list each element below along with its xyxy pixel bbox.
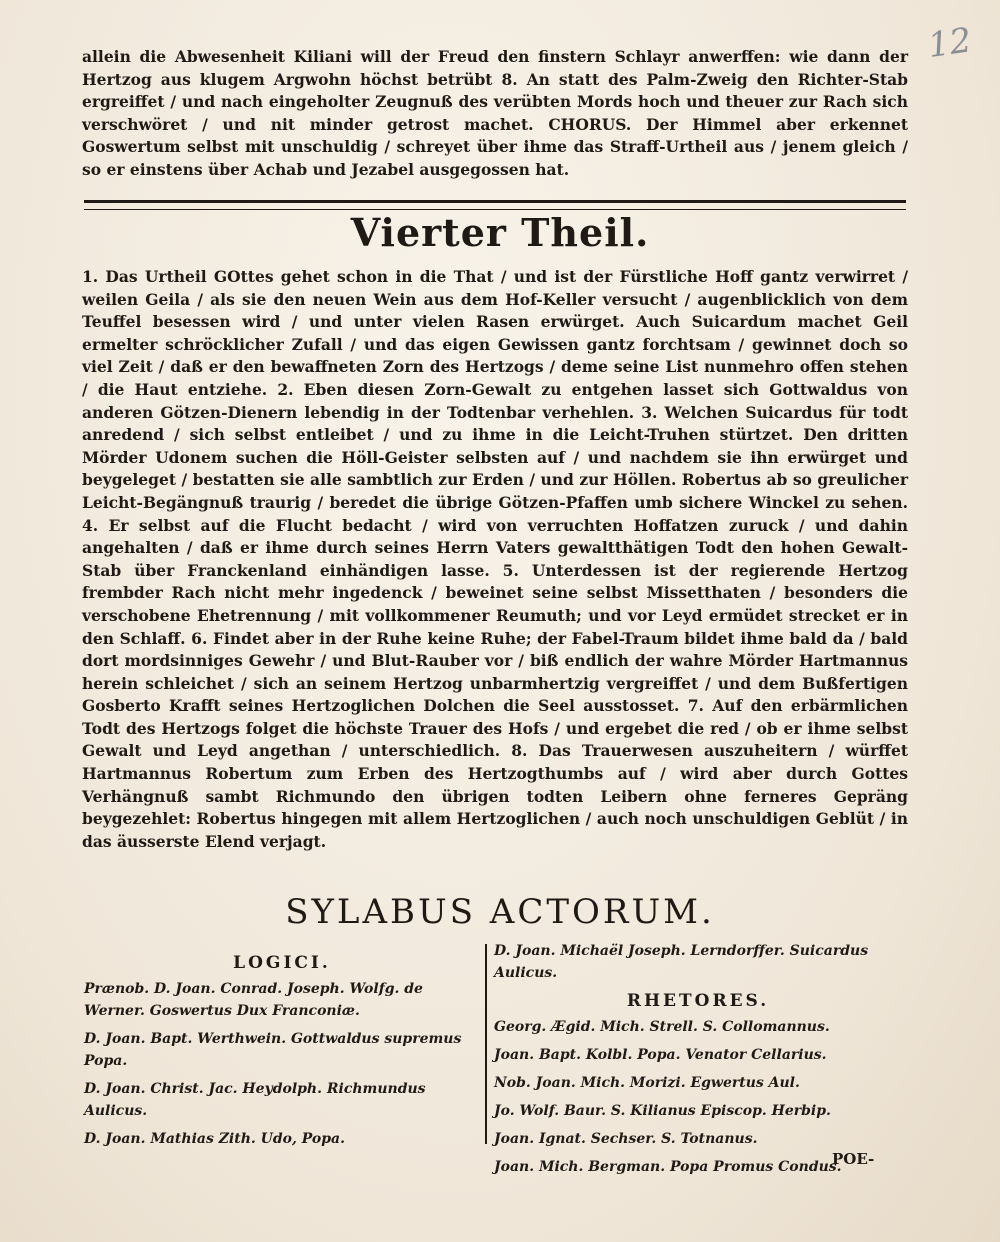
cast-entry: Prænob. D. Joan. Conrad. Joseph. Wolfg. de Werner. Goswertus Dux Franconiæ. xyxy=(84,981,423,1019)
cast-entry: D. Joan. Christ. Jac. Heydolph. Richmundus Aulicus. xyxy=(84,1081,426,1119)
section-paragraph: 1. Das Urtheil GOttes gehet schon in die That / und ist der Fürstliche Hoff gantz verwirret / weilen Geila / als sie den neuen Wein aus dem Hof-Keller versucht / augenblicklich von dem Teuffel besessen wird / und unter vielen Rasen erwürget. Auch Suicardum machet Geil ermelter schröcklicher Zufall / und das eigen Gewissen gantz forchtsam / gewinnet doch so viel Zeit / daß er den bewaffneten Zorn des Hertzogs / deme seine List nunmehro offen stehen / die Haut entziehe. 2. Eben diesen Zorn-Gewalt zu entgehen lasset sich Gottwaldus von anderen Götzen-Dienern lebendig in der Todtenbar verhehlen. 3. Welchen Suicardus für todt anredend / sich selbst entleibet / und zu ihme in die Leicht-Truhen stürtzet. Den dritten Mörder Udonem suchen die Höll-Geister selbsten auf / und nachdem sie ihn erwürget und beygeleget / bestatten sie alle sambtlich zur Erden / und zur Höllen. Robertus ab so greulicher Leicht-Begängnuß traurig / beredet die übrige Götzen-Pfaffen umb sichere Winckel zu sehen. 4. Er selbst auf die Flucht bedacht / wird von verruchten Hoffatzen zuruck / und dahin angehalten / daß er ihme durch seines Herrn Vaters gewaltthätigen Todt den hohen Gewalt-Stab über Franckenland einhändigen lasse. 5. Unterdessen ist der regierende Hertzog frembder Rach nicht mehr ingedenck / beweinet seine selbst Missetthaten / besonders die verschobene Ehetrennung / mit vollkommener Reumuth; und vor Leyd ermüdet strecket er in den Schlaff. 6. Findet aber in der Ruhe keine Ruhe; der Fabel-Traum bildet ihme bald da / bald dort mordsinniges Gewehr / und Blut-Rauber vor / biß endlich der wahre Mörder Hartmannus herein schleichet / sich an seinem Hertzog unbarmhertzig vergreiffet / und dem Bußfertigen Gosberto Krafft seines Hertzoglichen Dolchen die Seel ausstosset. 7. Auf den erbärmlichen Todt des Hertzogs folget die höchste Trauer des Hofs / und ergebet die red / ob er ihme selbst Gewalt und Leyd angethan / unterschiedlich. 8. Das Trauerwesen auszuheitern / würffet Hartmannus Robertum zum Erben des Hertzogthumbs auf / wird aber durch Gottes Verhängnuß sambt Richmundo den übrigen todten Leibern ohne ferneres Gepräng beygezehlet: Robertus hingegen mit allem Hertzoglichen / auch noch unschuldigen Geblüt / in das äusserste Elend verjagt. xyxy=(82,267,908,851)
section-divider-rule xyxy=(84,200,906,210)
cast-entry: Joan. Mich. Bergman. Popa Promus Condus. xyxy=(494,1159,842,1175)
cast-entry: Georg. Ægid. Mich. Strell. S. Collomannus. xyxy=(494,1019,830,1035)
top-paragraph: allein die Abwesenheit Kiliani will der Freud den finstern Schlayr anwerffen: wie dann der Hertzog aus klugem Argwohn höchst betrübt 8. An statt des Palm-Zweig den Richter-Stab ergreiffet / und nach eingeholter Zeugnuß des verübten Mords hoch und theuer zur Rach sich verschwöret / und nit minder getrost machet. CHORUS. Der Himmel aber erkennet Goswertum selbst mit unschuldig / schreyet über ihme das Straff-Urtheil aus / jenem gleich / so er einstens über Achab und Jezabel ausgegossen hat. xyxy=(82,47,908,179)
catchword: POE- xyxy=(832,1150,875,1168)
cast-entry: D. Joan. Bapt. Werthwein. Gottwaldus supremus Popa. xyxy=(84,1031,462,1069)
cast-entry: Joan. Ignat. Sechser. S. Totnanus. xyxy=(494,1131,758,1147)
section-heading: Vierter Theil. xyxy=(350,210,650,255)
rhetores-title: RHETORES. xyxy=(626,991,770,1011)
sylabus-title: SYLABUS ACTORUM. xyxy=(285,892,715,932)
page-number: 12 xyxy=(925,20,974,66)
logici-column xyxy=(84,952,480,1156)
rhetores-column xyxy=(494,940,902,1184)
cast-entry: Jo. Wolf. Baur. S. Kilianus Episcop. Herbip. xyxy=(494,1103,831,1119)
cast-entry: Joan. Bapt. Kolbl. Popa. Venator Cellarius. xyxy=(494,1047,827,1063)
cast-entry: Nob. Joan. Mich. Morizi. Egwertus Aul. xyxy=(494,1075,800,1091)
cast-entry: D. Joan. Mathias Zith. Udo, Popa. xyxy=(84,1131,345,1147)
cast-entry: D. Joan. Michaël Joseph. Lerndorffer. Suicardus Aulicus. xyxy=(494,943,869,981)
column-divider xyxy=(485,944,487,1144)
logici-title: LOGICI. xyxy=(233,953,331,973)
